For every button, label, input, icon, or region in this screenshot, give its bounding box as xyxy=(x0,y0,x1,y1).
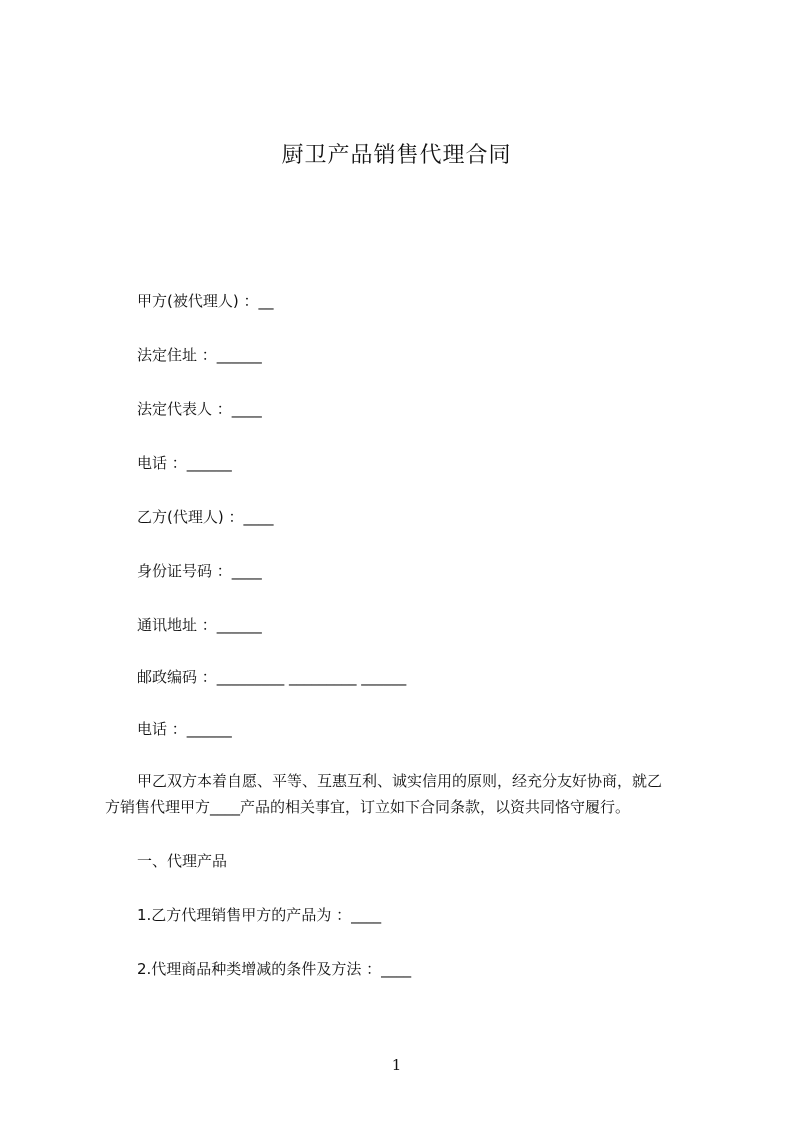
intro-line-2: 方销售代理甲方____产品的相关事宜，订立如下合同条款，以资共同恪守履行。 xyxy=(105,798,631,816)
field-legal-address: 法定住址 ：______ xyxy=(137,346,262,364)
intro-line-1: 甲乙双方本着自愿、平等、互惠互利、诚实信用的原则，经充分友好协商，就乙 xyxy=(137,772,663,790)
field-postal-code: 邮政编码 ：_________ _________ ______ xyxy=(137,668,407,686)
field-phone-a: 电话 ：______ xyxy=(137,454,232,472)
field-mailing-address: 通讯地址 ：______ xyxy=(137,616,262,634)
intro-paragraph xyxy=(105,768,715,820)
field-id-number: 身份证号码 ：____ xyxy=(137,562,262,580)
field-legal-representative: 法定代表人 ：____ xyxy=(137,400,262,418)
section-item-2: 2.代理商品种类增减的条件及方法 ：____ xyxy=(137,960,412,978)
field-party-b: 乙方(代理人) ：____ xyxy=(137,508,274,526)
section-item-1: 1.乙方代理销售甲方的产品为 ：____ xyxy=(137,906,382,924)
page-number: 1 xyxy=(391,1056,402,1074)
document-title: 厨卫产品销售代理合同 xyxy=(281,143,512,168)
section-heading: 一、代理产品 xyxy=(137,852,228,870)
field-party-a: 甲方(被代理人) ：__ xyxy=(137,292,274,310)
field-phone-b: 电话 ：______ xyxy=(137,720,232,738)
